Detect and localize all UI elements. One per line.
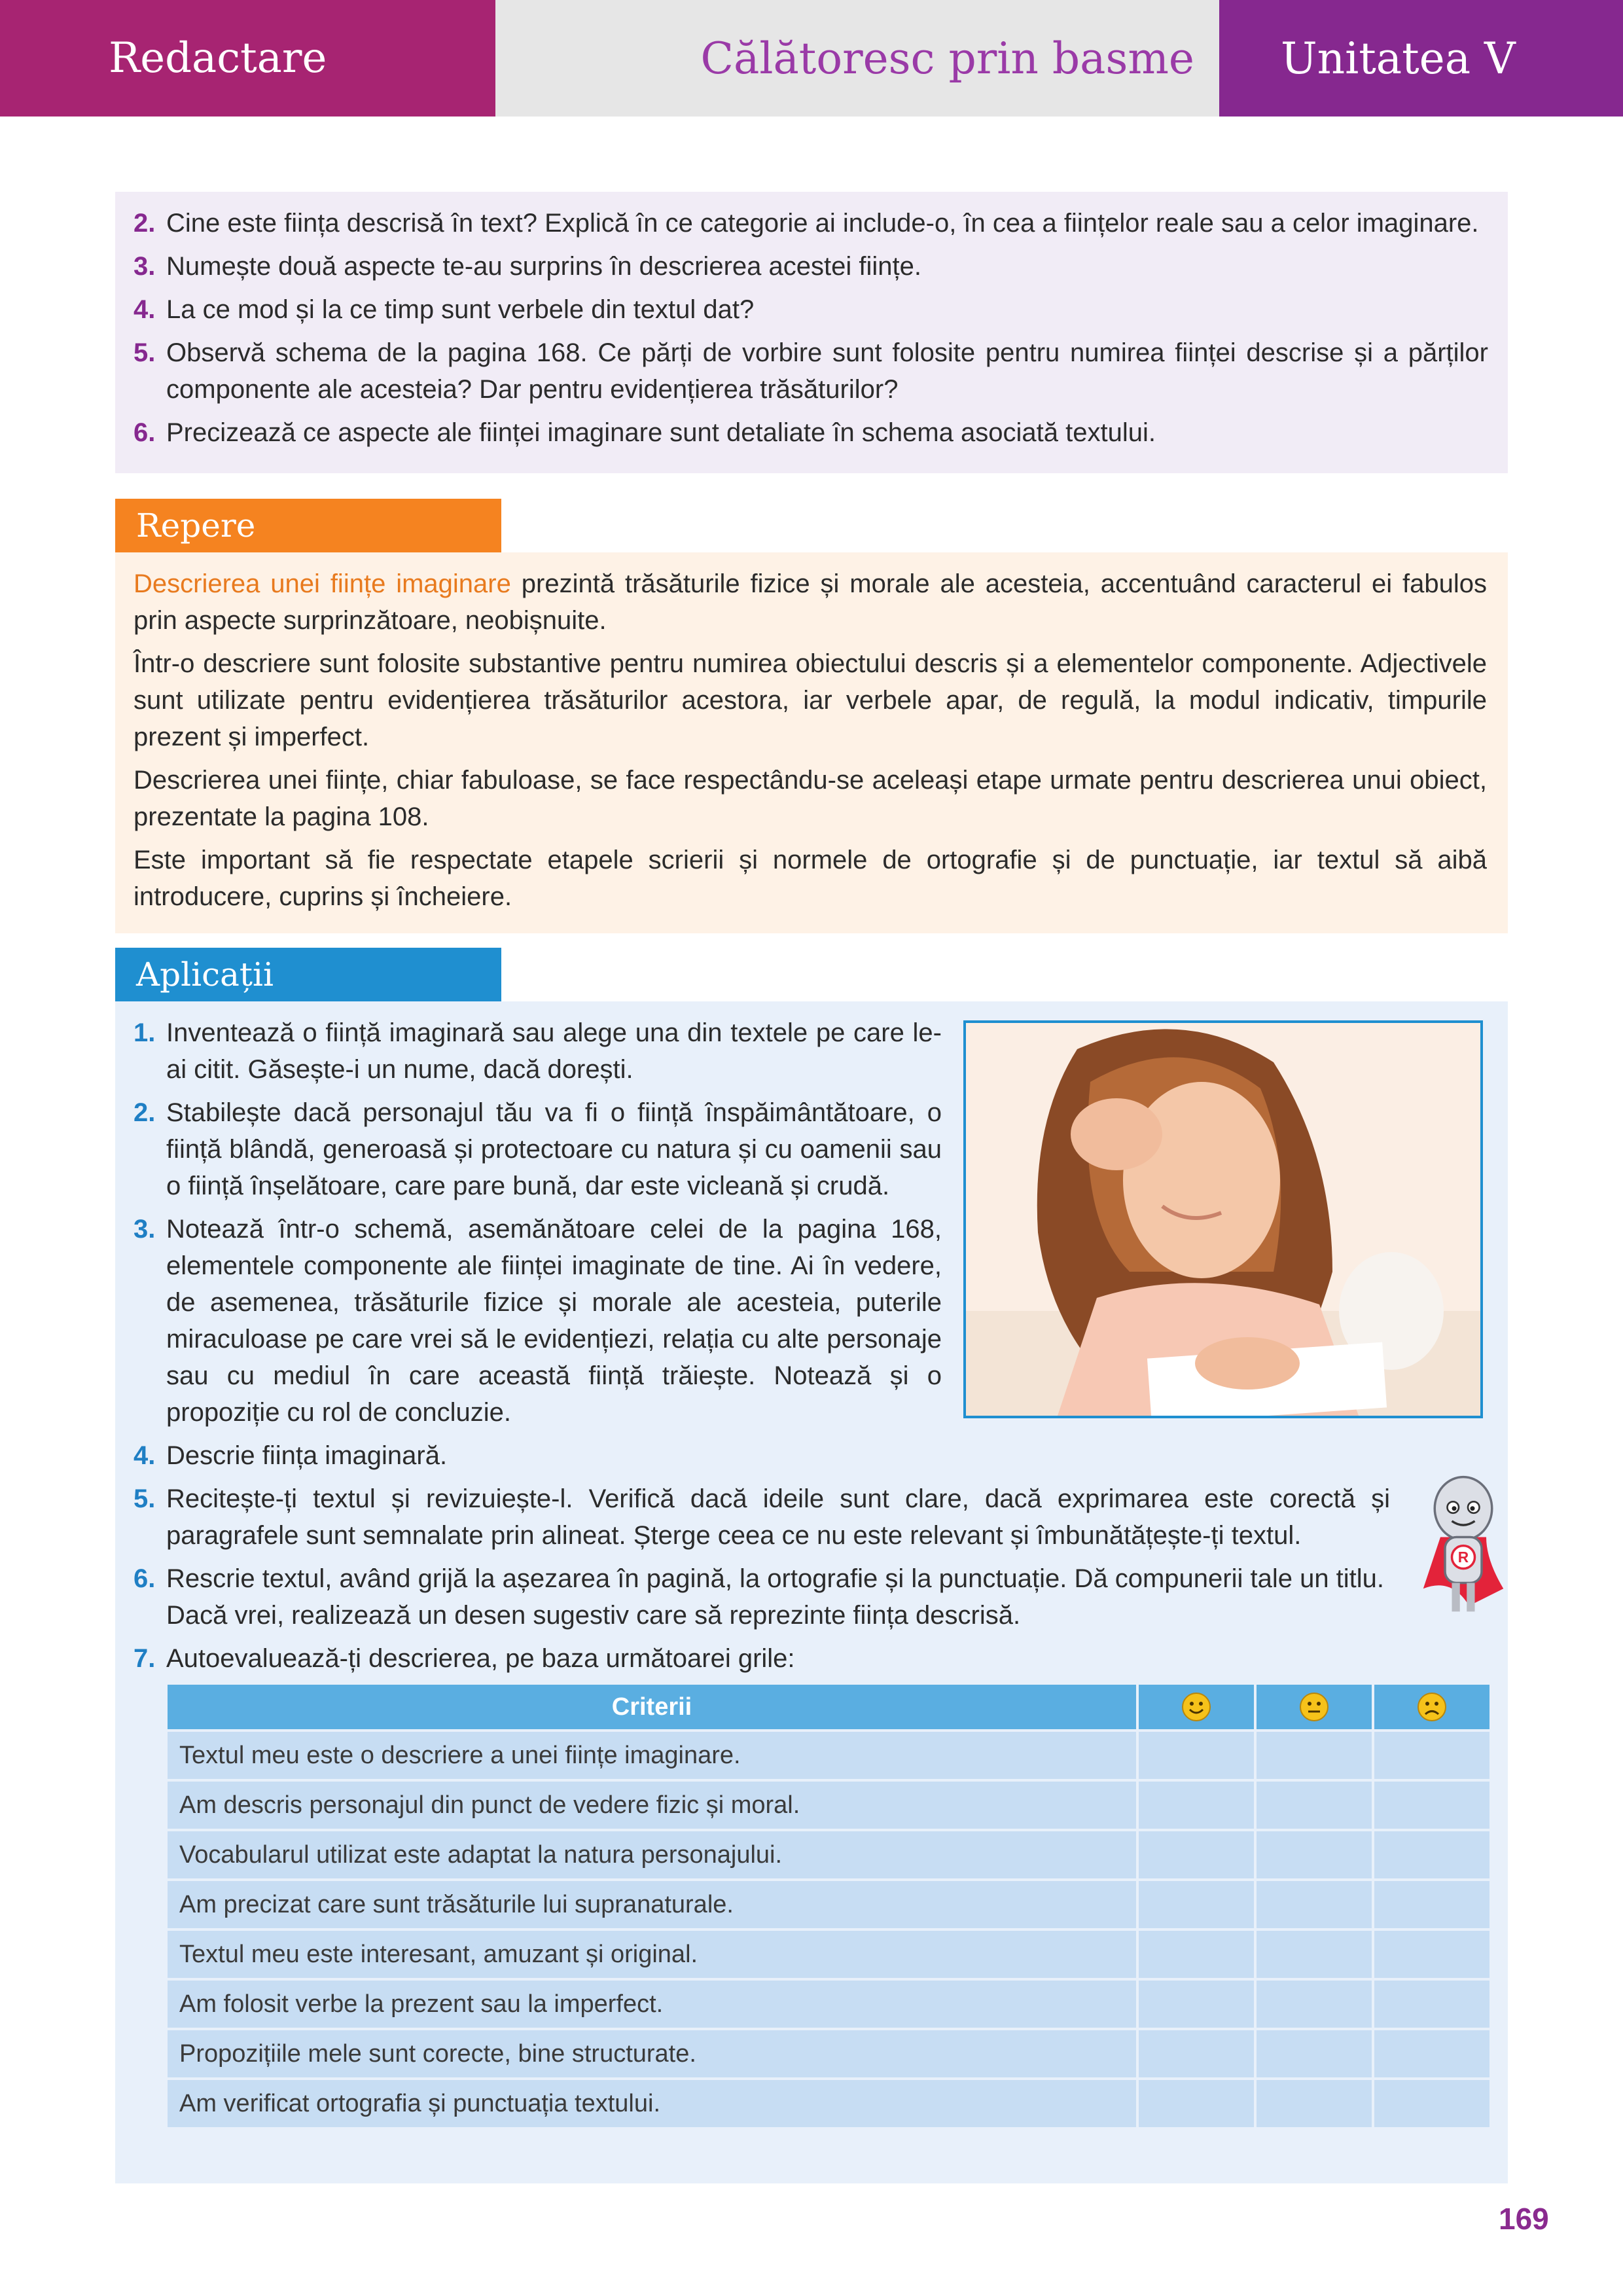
repere-highlight: Descrierea unei ființe imaginare (134, 569, 511, 598)
page-number: 169 (1499, 2202, 1549, 2236)
rating-cell[interactable] (1139, 1881, 1254, 1928)
criterion-cell: Am precizat care sunt trăsăturile lui supranaturale. (168, 1881, 1136, 1928)
rating-cell[interactable] (1374, 1732, 1489, 1779)
criterion-cell: Am folosit verbe la prezent sau la imperfect. (168, 1981, 1136, 2028)
section-label: Redactare (0, 0, 495, 117)
criterion-cell: Propozițiile mele sunt corecte, bine structurate. (168, 2030, 1136, 2077)
task-item: 5. Recitește-ți textul și revizuiește-l. Verifică dacă ideile sunt clare, dacă exprimarea este corectă și paragrafele sunt semnalate prin alineat. Șterge ceea ce nu este relevant și îmbunătățește-ți textul. (134, 1484, 1390, 1550)
rating-cell[interactable] (1257, 1881, 1372, 1928)
rating-cell[interactable] (1374, 2030, 1489, 2077)
girl-writing-photo (963, 1020, 1483, 1418)
table-row (168, 2030, 1489, 2077)
rating-cell[interactable] (1139, 2080, 1254, 2127)
rating-cell[interactable] (1257, 1732, 1372, 1779)
neutral-face-icon (1257, 1685, 1372, 1729)
table-row (168, 1782, 1489, 1829)
criterion-cell: Textul meu este interesant, amuzant și original. (168, 1931, 1136, 1978)
aplicatii-heading: Aplicații (115, 948, 501, 1001)
sad-face-icon (1374, 1685, 1489, 1729)
rating-cell[interactable] (1374, 1881, 1489, 1928)
table-row (168, 1931, 1489, 1978)
repere-box (115, 552, 1508, 933)
questions-box (115, 192, 1508, 473)
chapter-title: Călătoresc prin basme (495, 0, 1219, 117)
criterion-cell: Am descris personajul din punct de vedere fizic și moral. (168, 1782, 1136, 1829)
rating-cell[interactable] (1139, 1782, 1254, 1829)
happy-face-icon (1139, 1685, 1254, 1729)
question-item: 3. Numește două aspecte te-au surprins în descrierea acestei ființe. (134, 252, 921, 281)
table-row (168, 1831, 1489, 1878)
rating-cell[interactable] (1374, 1831, 1489, 1878)
rating-cell[interactable] (1257, 1831, 1372, 1878)
rating-cell[interactable] (1374, 1782, 1489, 1829)
rating-cell[interactable] (1374, 1931, 1489, 1978)
criterion-cell: Vocabularul utilizat este adaptat la natura personajului. (168, 1831, 1136, 1878)
table-row (168, 1981, 1489, 2028)
task-item: 3. Notează într-o schemă, asemănătoare celei de la pagina 168, elementele componente ale ființei imaginate de tine. Ai în vedere, de asemenea, trăsăturile fizice și morale ale acesteia, puterile miraculoase pe care vrei să le evidențiezi, relația cu alte personaje sau cu mediul în care această ființă trăiește. Notează și o propoziție cu rol de concluzie. (134, 1215, 942, 1427)
rating-cell[interactable] (1257, 2030, 1372, 2077)
table-row (168, 1881, 1489, 1928)
mascot-icon (1418, 1463, 1509, 1634)
criteria-header: Criterii (168, 1685, 1136, 1729)
task-item: 7. Autoevaluează-ți descrierea, pe baza următoarei grile: (134, 1644, 795, 1673)
question-item: 4. La ce mod și la ce timp sunt verbele din textul dat? (134, 295, 755, 324)
rating-cell[interactable] (1257, 1981, 1372, 2028)
rating-cell[interactable] (1257, 1931, 1372, 1978)
rating-cell[interactable] (1139, 1732, 1254, 1779)
task-item: 6. Rescrie textul, având grijă la așezarea în pagină, la ortografie și la punctuație. Dă compunerii tale un titlu. Dacă vrei, realizează un desen sugestiv care să reprezinte ființa descrisă. (134, 1564, 1385, 1630)
table-row (168, 2080, 1489, 2127)
question-item: 6. Precizează ce aspecte ale ființei imaginare sunt detaliate în schema asociată textului. (134, 418, 1156, 447)
rating-cell[interactable] (1139, 2030, 1254, 2077)
rating-cell[interactable] (1374, 2080, 1489, 2127)
table-row (168, 1732, 1489, 1779)
table-header-row (168, 1685, 1489, 1729)
repere-paragraph: Descrierea unei ființe, chiar fabuloase, se face respectându-se aceleași etape urmate pentru descrierea unui obiect, prezentate la pagina 108. (134, 766, 1487, 831)
criterion-cell: Am verificat ortografia și punctuația textului. (168, 2080, 1136, 2127)
repere-heading: Repere (115, 499, 501, 552)
unit-label: Unitatea V (1219, 0, 1623, 117)
task-item: 2. Stabilește dacă personajul tău va fi o ființă înspăimântătoare, o ființă blândă, generoasă și protectoare cu natura și cu oamenii sau o ființă înșelătoare, care pare bună, dar este vicleană și crudă. (134, 1098, 942, 1200)
rating-cell[interactable] (1139, 1981, 1254, 2028)
criterion-cell: Textul meu este o descriere a unei ființe imaginare. (168, 1732, 1136, 1779)
question-item: 2. Cine este ființa descrisă în text? Explică în ce categorie ai include-o, în cea a ființelor reale sau a celor imaginare. (134, 209, 1479, 238)
rating-cell[interactable] (1139, 1931, 1254, 1978)
rating-cell[interactable] (1139, 1831, 1254, 1878)
girl-writing-illustration (966, 1023, 1480, 1416)
question-item: 5. Observă schema de la pagina 168. Ce părți de vorbire sunt folosite pentru numirea ființei descrise și a părților componente ale acesteia? Dar pentru evidențierea trăsăturilor? (134, 338, 1488, 404)
task-item: 1. Inventează o ființă imaginară sau alege una din textele pe care le-ai citit. Găsește-i un nume, dacă dorești. (134, 1018, 942, 1084)
repere-paragraph: Într-o descriere sunt folosite substantive pentru numirea obiectului descris și a elementelor componente. Adjectivele sunt utilizate pentru evidențierea trăsăturilor acestora, iar verbele apar, de regulă, la modul indicativ, timpurile prezent și imperfect. (134, 649, 1487, 751)
repere-paragraph: Este important să fie respectate etapele scrierii și normele de ortografie și de punctuație, iar textul să aibă introducere, cuprins și încheiere. (134, 846, 1487, 911)
rating-cell[interactable] (1257, 2080, 1372, 2127)
task-item: 4. Descrie ființa imaginară. (134, 1441, 448, 1470)
svg-text:R: R (1457, 1549, 1469, 1566)
rating-cell[interactable] (1374, 1981, 1489, 2028)
repere-paragraph: Descrierea unei ființe imaginare prezintă trăsăturile fizice și morale ale acesteia, accentuând caracterul ei fabulos prin aspecte surprinzătoare, neobișnuite. (134, 569, 1488, 635)
rating-cell[interactable] (1257, 1782, 1372, 1829)
self-evaluation-table (165, 1682, 1492, 2130)
